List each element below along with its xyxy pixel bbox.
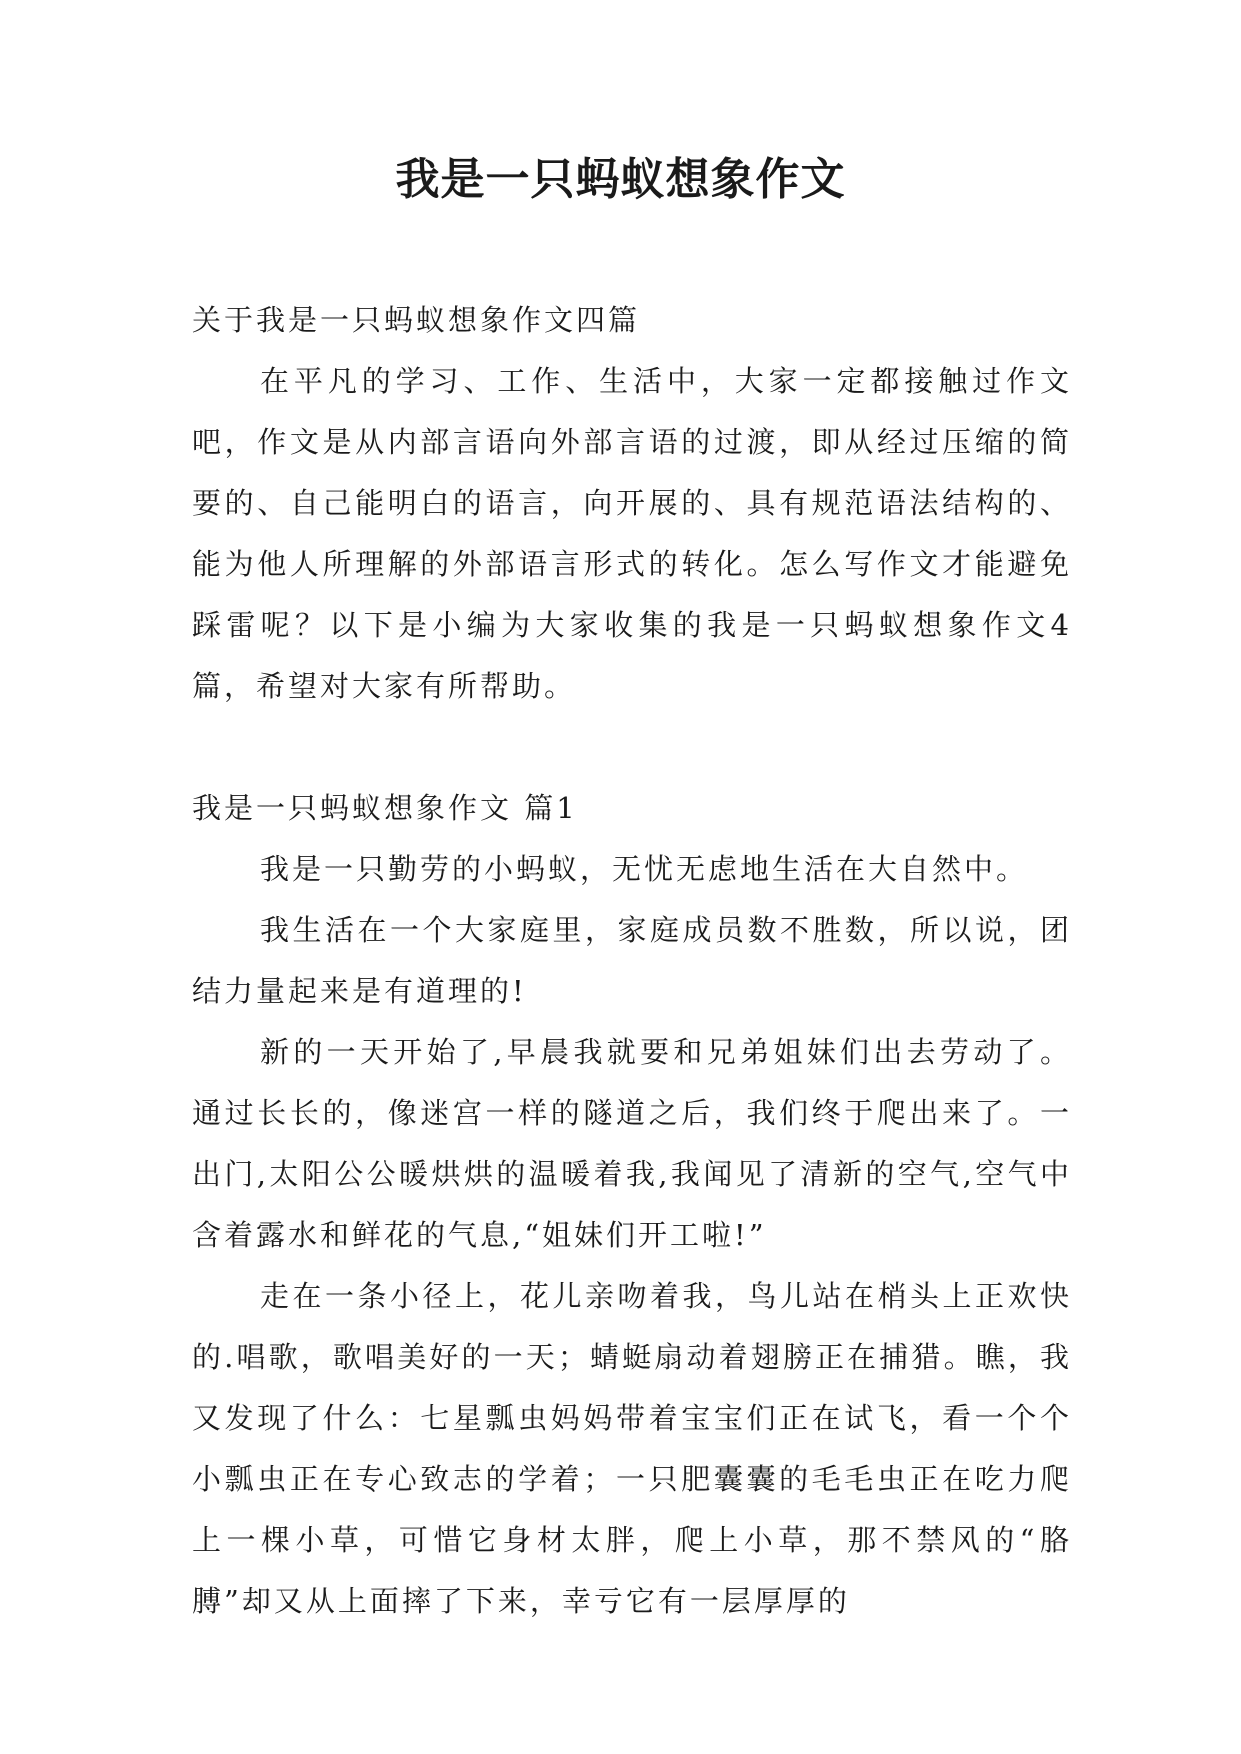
section1-paragraph-1: 我是一只勤劳的小蚂蚁，无忧无虑地生活在大自然中。 (260, 852, 1029, 886)
section1-heading: 我是一只蚂蚁想象作文 篇1 (192, 791, 578, 825)
document-title: 我是一只蚂蚁想象作文 (395, 154, 846, 205)
section1-paragraph-4: 走在一条小径上，花儿亲吻着我，鸟儿站在梢头上正欢快的.唱歌，歌唱美好的一天；蜻蜓扇动着翅膀正在捕猎。瞧，我又发现了什么：七星瓢虫妈妈带着宝宝们正在试飞，看一个个小瓢虫正在专心致志的学着；一只肥囊囊的毛毛虫正在吃力爬上一棵小草，可惜它身材太胖，爬上小草，那不禁风的“胳膊”却又从上面摔了下来，幸亏它有一层厚厚的 (192, 1279, 1072, 1618)
section-spacer (192, 717, 1072, 778)
document-body (192, 290, 1072, 1632)
section1-paragraph-3: 新的一天开始了,早晨我就要和兄弟姐妹们出去劳动了。通过长长的，像迷宫一样的隧道之后，我们终于爬出来了。一出门,太阳公公暖烘烘的温暖着我,我闻见了清新的空气,空气中含着露水和鲜花的气息,“姐妹们开工啦!” (192, 1035, 1072, 1252)
intro-heading: 关于我是一只蚂蚁想象作文四篇 (192, 303, 641, 337)
intro-paragraph: 在平凡的学习、工作、生活中，大家一定都接触过作文吧，作文是从内部言语向外部言语的过渡，即从经过压缩的简要的、自己能明白的语言，向开展的、具有规范语法结构的、能为他人所理解的外部语言形式的转化。怎么写作文才能避免踩雷呢？以下是小编为大家收集的我是一只蚂蚁想象作文4篇，希望对大家有所帮助。 (192, 364, 1072, 703)
section1-paragraph-2: 我生活在一个大家庭里，家庭成员数不胜数，所以说，团结力量起来是有道理的! (192, 913, 1072, 1008)
